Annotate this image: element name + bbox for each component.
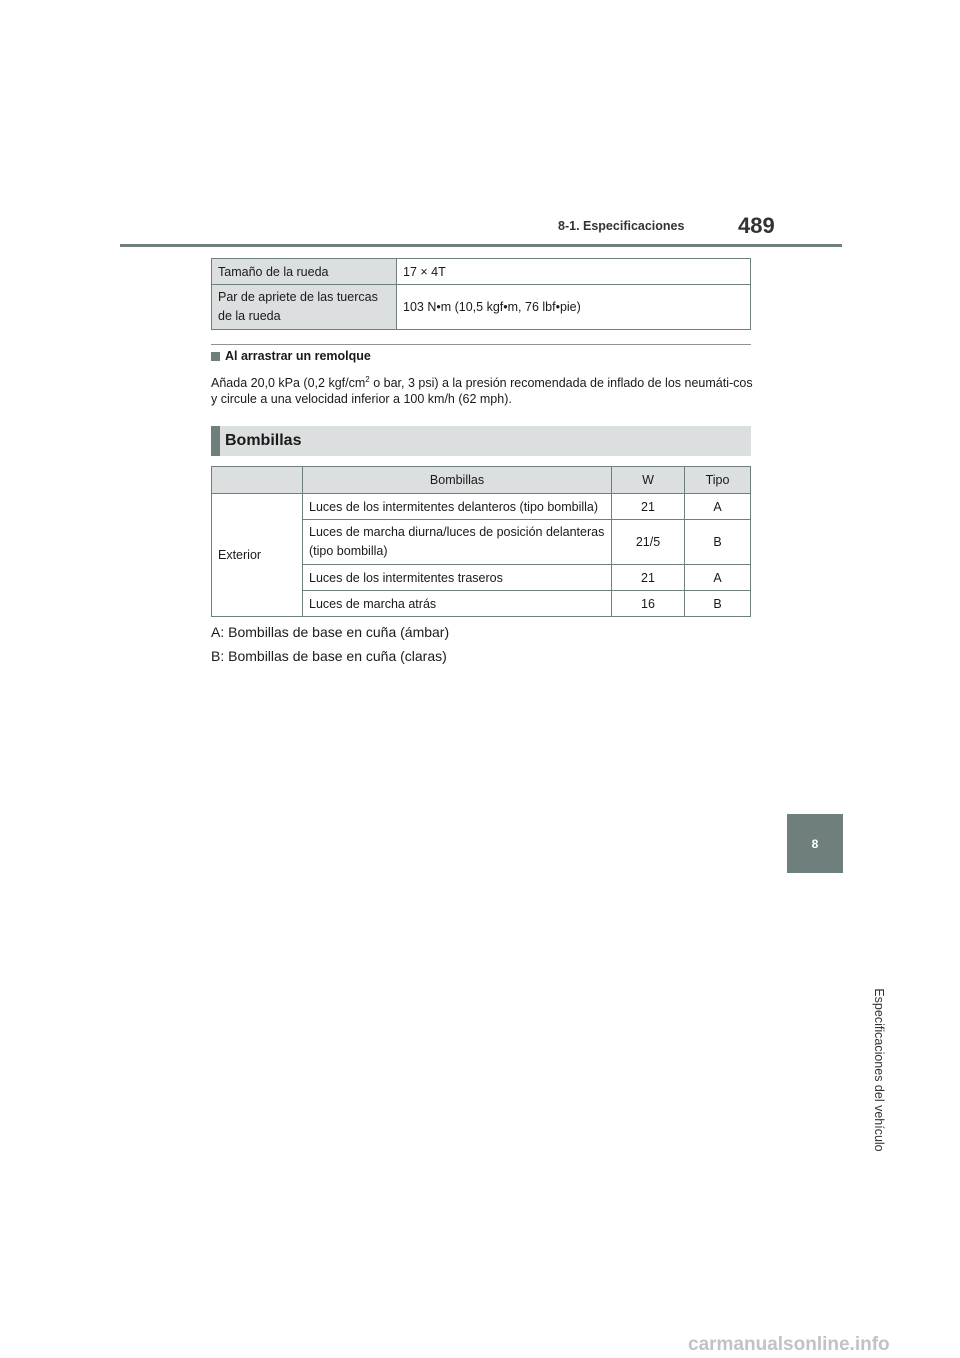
table-header-row — [212, 467, 751, 494]
exterior-group-label: Exterior — [212, 494, 303, 617]
bulb-type: A — [685, 494, 751, 520]
torque-label-line2: de la rueda — [218, 309, 281, 323]
legend-b: B: Bombillas de base en cuña (claras) — [211, 648, 447, 664]
header-w: W — [612, 467, 685, 494]
header-type: Tipo — [685, 467, 751, 494]
bulbs-section-bar — [211, 426, 751, 456]
torque-label — [212, 285, 397, 330]
bulb-watt: 21 — [612, 494, 685, 520]
torque-value: 103 N•m (10,5 kgf•m, 76 lbf•pie) — [397, 285, 751, 330]
towing-text-pre: Añada 20,0 kPa (0,2 kgf/cm — [211, 376, 366, 391]
towing-heading — [211, 349, 371, 363]
table-row — [212, 285, 751, 330]
header-rule — [120, 244, 842, 247]
chapter-label: Especificaciones del vehículo — [872, 988, 886, 1152]
header-empty — [212, 467, 303, 494]
section-accent — [211, 426, 220, 456]
separator-rule — [211, 344, 751, 345]
table-row — [212, 259, 751, 285]
towing-superscript: 2 — [365, 375, 370, 384]
wheel-size-value: 17 × 4T — [397, 259, 751, 285]
watermark: carmanualsonline.info — [688, 1334, 890, 1355]
bulb-type: B — [685, 591, 751, 617]
bulb-watt: 21/5 — [612, 520, 685, 565]
wheel-spec-table — [211, 258, 751, 330]
bulb-type: A — [685, 565, 751, 591]
bulb-name-line2: (tipo bombilla) — [309, 544, 388, 558]
chapter-tab: 8 — [787, 814, 843, 873]
bulb-type: B — [685, 520, 751, 565]
towing-paragraph — [211, 372, 756, 407]
header-bulbs: Bombillas — [303, 467, 612, 494]
bulb-watt: 21 — [612, 565, 685, 591]
page-number: 489 — [738, 213, 775, 238]
torque-label-line1: Par de apriete de las tuercas — [218, 290, 378, 304]
table-row — [212, 494, 751, 520]
bulb-name-line1: Luces de marcha diurna/luces de posición delanteras — [309, 525, 605, 539]
bulbs-section-title: Bombillas — [225, 432, 302, 449]
bulb-name: Luces de los intermitentes traseros — [303, 565, 612, 591]
bulb-name: Luces de los intermitentes delanteros (tipo bombilla) — [303, 494, 612, 520]
wheel-size-label: Tamaño de la rueda — [212, 259, 397, 285]
bulb-watt: 16 — [612, 591, 685, 617]
bulb-name — [303, 520, 612, 565]
towing-heading-text: Al arrastrar un remolque — [225, 349, 371, 363]
square-bullet-icon — [211, 352, 220, 361]
header-section-title: 8-1. Especificaciones — [558, 219, 685, 233]
towing-text-post: o bar, 3 psi) a la presión recomendada de inflado de los neumáti-cos y circule a una velocidad inferior a 100 km/h (62 mph). — [211, 376, 753, 407]
legend-a: A: Bombillas de base en cuña (ámbar) — [211, 624, 450, 640]
bulb-name: Luces de marcha atrás — [303, 591, 612, 617]
bulbs-table — [211, 466, 751, 617]
